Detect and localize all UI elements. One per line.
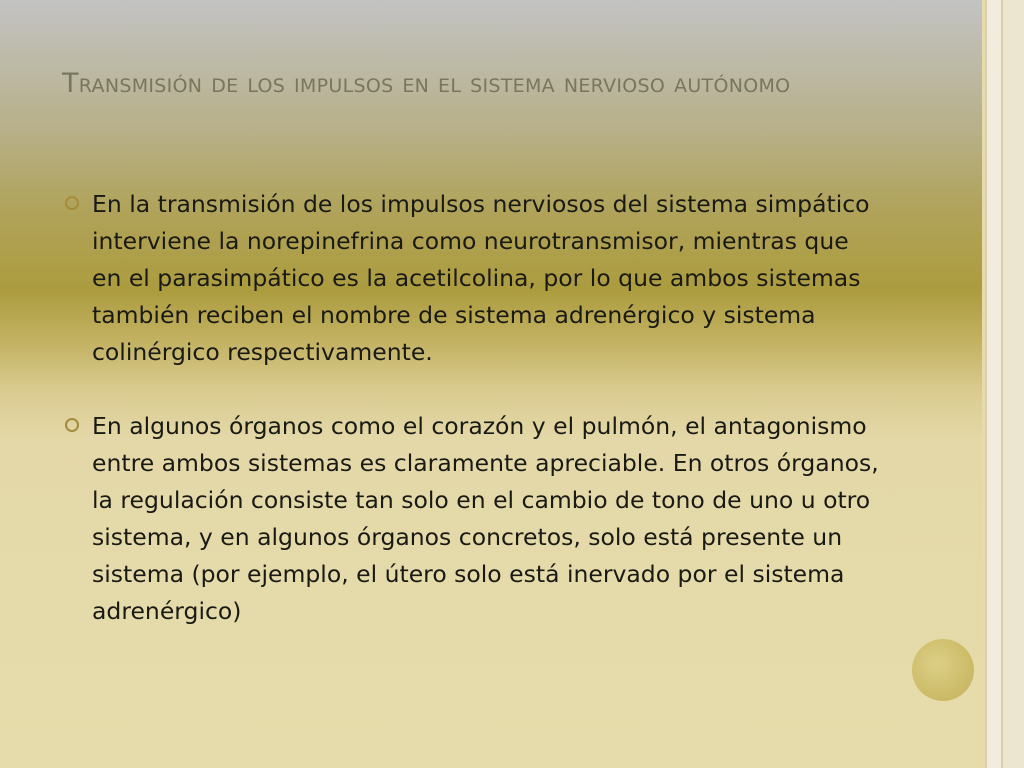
decorative-circle	[912, 639, 974, 701]
bullet-circle-icon	[65, 196, 79, 210]
bullet-circle-icon	[65, 418, 79, 432]
bullet-item-1	[60, 186, 880, 371]
bullet-item-2	[60, 408, 880, 630]
frame-right-border	[1003, 0, 1024, 768]
slide-title: Transmisión de los impulsos en el sistema nervioso autónomo	[62, 68, 791, 99]
frame-strip	[987, 0, 1001, 768]
bullet-text: En la transmisión de los impulsos nerviosos del sistema simpático interviene la norepinefrina como neurotransmisor, mientras que en el parasimpático es la acetilcolina, por lo que ambos sistemas también reciben el nombre de sistema adrenérgico y sistema colinérgico respectivamente.	[92, 190, 870, 366]
bullet-list	[60, 186, 880, 667]
bullet-text: En algunos órganos como el corazón y el pulmón, el antagonismo entre ambos sistemas es claramente apreciable. En otros órganos, la regulación consiste tan solo en el cambio de tono de uno u otro sistema, y en algunos órganos concretos, solo está presente un sistema (por ejemplo, el útero solo está inervado por el sistema adrenérgico)	[92, 412, 879, 625]
